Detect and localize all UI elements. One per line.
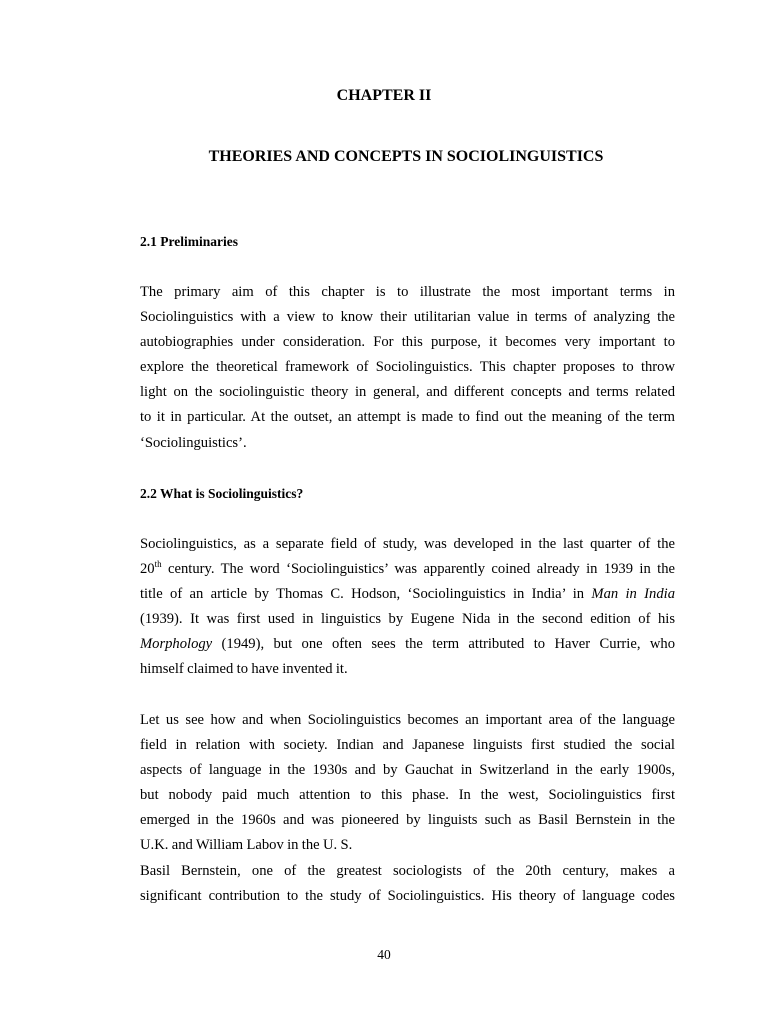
page-number: 40 (377, 947, 391, 962)
paragraph-line: U.K. and William Labov in the U. S. (140, 837, 353, 854)
chapter-title: THEORIES AND CONCEPTS IN SOCIOLINGUISTICS (208, 148, 604, 165)
paragraph-line (140, 632, 675, 657)
section-heading-preliminaries: 2.1 Preliminaries (140, 234, 238, 249)
paragraph-line: Let us see how and when Sociolinguistics becomes an important area of the language (140, 712, 675, 728)
paragraph-line: himself claimed to have invented it. (140, 661, 348, 678)
paragraph-line: light on the sociolinguistic theory in general, and different concepts and terms related (140, 384, 675, 401)
section-heading-what-is-sociolinguistics: 2.2 What is Sociolinguistics? (140, 486, 304, 501)
paragraph-history (140, 532, 675, 683)
paragraph-line: field in relation with society. Indian and Japanese linguists first studied the social (140, 737, 675, 754)
paragraph-line (140, 582, 675, 607)
paragraph-line: Basil Bernstein, one of the greatest sociologists of the 20th century, makes a (140, 863, 675, 879)
paragraph-bernstein (140, 859, 675, 909)
chapter-number: CHAPTER II (336, 87, 432, 104)
paragraph-line: to it in particular. At the outset, an attempt is made to find out the meaning of the term (140, 409, 675, 426)
paragraph-aim (140, 280, 675, 456)
paragraph-line: The primary aim of this chapter is to illustrate the most important terms in (140, 284, 675, 300)
paragraph-line: Sociolinguistics with a view to know their utilitarian value in terms of analyzing the (140, 309, 675, 326)
paragraph-line: explore the theoretical framework of Sociolinguistics. This chapter proposes to throw (140, 359, 675, 376)
century-number: 20 (140, 561, 155, 578)
line-text: title of an article by Thomas C. Hodson, ‘Sociolinguistics in India’ in (140, 586, 592, 603)
line-text: century. The word ‘Sociolinguistics’ was apparently coined already in 1939 in the (161, 561, 675, 578)
paragraph-line: significant contribution to the study of Sociolinguistics. His theory of language codes (140, 888, 675, 905)
paragraph-line (140, 557, 675, 582)
paragraph-line: emerged in the 1960s and was pioneered by linguists such as Basil Bernstein in the (140, 812, 675, 829)
book-title: Morphology (140, 636, 213, 653)
paragraph-line: ‘Sociolinguistics’. (140, 434, 247, 451)
line-text: (1949), but one often sees the term attributed to Haver Currie, who (212, 636, 675, 653)
journal-title: Man in India (591, 586, 675, 603)
paragraph-emergence (140, 708, 675, 859)
paragraph-line: autobiographies under consideration. For this purpose, it becomes very important to (140, 334, 675, 351)
paragraph-line: but nobody paid much attention to this phase. In the west, Sociolinguistics first (140, 787, 675, 804)
paragraph-line: aspects of language in the 1930s and by Gauchat in Switzerland in the early 1900s, (140, 762, 675, 779)
ordinal-superscript: th (154, 559, 162, 570)
paragraph-line: (1939). It was first used in linguistics by Eugene Nida in the second edition of his (140, 611, 675, 628)
paragraph-line: Sociolinguistics, as a separate field of study, was developed in the last quarter of the (140, 536, 675, 552)
